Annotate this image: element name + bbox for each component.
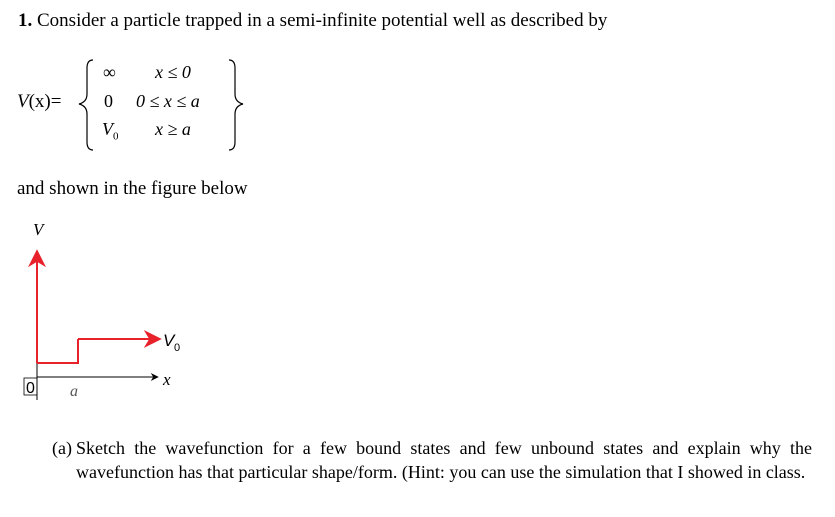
v0-label: V [163,331,175,350]
lhs-function: V [17,91,29,112]
origin-label: 0 [26,380,35,397]
part-a-text: Sketch the wavefunction for a few bound states and few unbound states and explain why the wavefunction has that particular shape/form. (Hint: you can use the simulation that I showed in class. [76,438,812,482]
v-axis-label: V [33,220,44,239]
left-brace [79,60,93,150]
part-a-label: (a) [52,438,72,458]
case-2-condition: 0 ≤ x ≤ a [136,91,200,111]
case-2-value: 0 [104,91,113,111]
potential-equation [17,58,247,153]
intro-text: and shown in the figure below [17,178,248,199]
case-3-value: $V_0$ [102,119,119,143]
lhs-argument: (x) [28,91,51,112]
part-a [52,436,812,484]
right-brace [229,60,243,150]
potential-well-figure [0,215,260,415]
problem-heading [18,10,607,32]
case-1-value: ∞ [103,62,116,82]
figure-svg [0,215,260,415]
problem-text: Consider a particle trapped in a semi-infinite potential well as described by [37,10,608,31]
problem-number: 1. [18,10,33,31]
equals-sign: = [50,91,62,112]
case-3-condition: x ≥ a [155,119,191,139]
v0-subscript: 0 [174,342,181,354]
x-axis-label: x [163,370,171,389]
equation-braces [17,58,247,153]
case-1-condition: x ≤ 0 [155,62,191,82]
a-label: a [70,383,78,400]
